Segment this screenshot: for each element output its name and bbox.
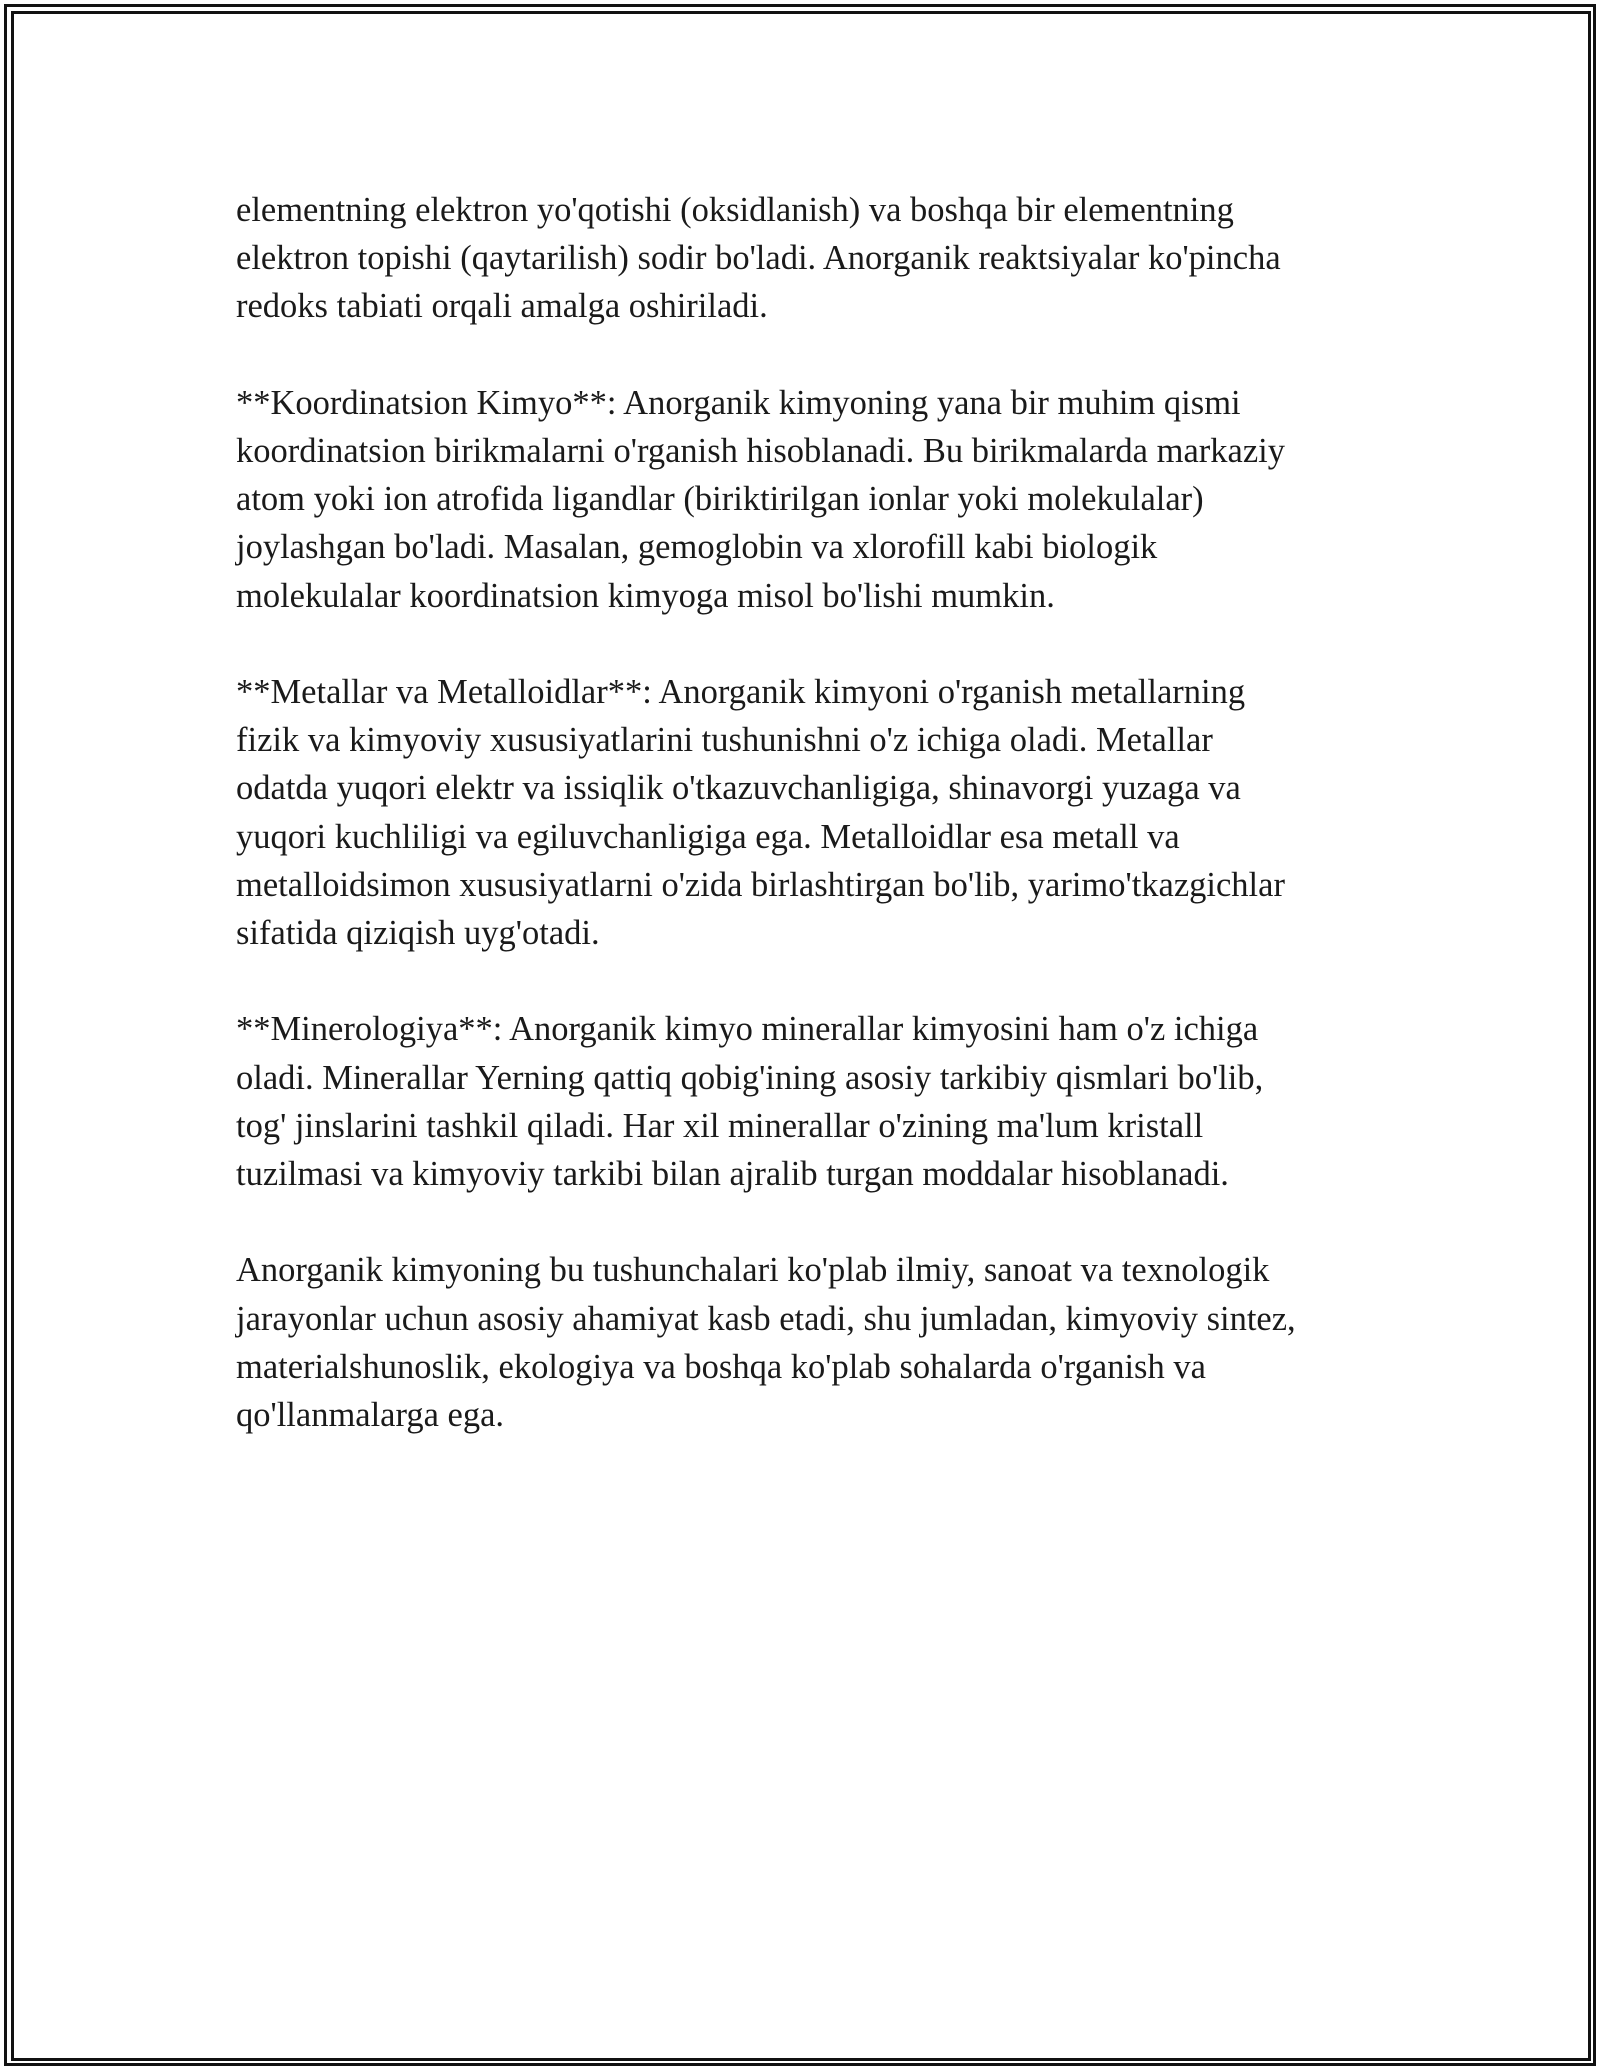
text-line: **Koordinatsion Kimyo**: Anorganik kimyoning yana bir muhim qismi <box>236 383 1241 422</box>
text-line: atom yoki ion atrofida ligandlar (biriktirilgan ionlar yoki molekulalar) <box>236 480 1204 519</box>
text-line: jarayonlar uchun asosiy ahamiyat kasb etadi, shu jumladan, kimyoviy sintez, <box>236 1299 1296 1338</box>
paragraph-redox-continuation <box>236 186 1416 331</box>
document-body <box>236 186 1416 1439</box>
text-line: redoks tabiati orqali amalga oshiriladi. <box>236 287 768 326</box>
text-line: **Metallar va Metalloidlar**: Anorganik kimyoni o'rganish metallarning <box>236 673 1246 711</box>
text-line: elektron topishi (qaytarilish) sodir bo'ladi. Anorganik reaktsiyalar ko'pincha <box>236 239 1281 278</box>
text-line: qo'llanmalarga ega. <box>236 1396 505 1435</box>
paragraph-spacer <box>236 1198 1416 1246</box>
paragraph-mineralogy <box>236 1005 1416 1198</box>
text-line: tuzilmasi va kimyoviy tarkibi bilan ajralib turgan moddalar hisoblanadi. <box>236 1155 1229 1194</box>
text-line: koordinatsion birikmalarni o'rganish hisoblanadi. Bu birikmalarda markaziy <box>236 432 1285 470</box>
paragraph-spacer <box>236 331 1416 379</box>
text-line: Anorganik kimyoning bu tushunchalari ko'plab ilmiy, sanoat va texnologik <box>236 1251 1270 1290</box>
text-line: tog' jinslarini tashkil qiladi. Har xil minerallar o'zining ma'lum kristall <box>236 1106 1204 1145</box>
text-line: materialshunoslik, ekologiya va boshqa ko'plab sohalarda o'rganish va <box>236 1347 1206 1386</box>
text-line: **Minerologiya**: Anorganik kimyo minerallar kimyosini ham o'z ichiga <box>236 1010 1259 1049</box>
text-line: molekulalar koordinatsion kimyoga misol bo'lishi mumkin. <box>236 576 1055 615</box>
paragraph-spacer <box>236 957 1416 1005</box>
paragraph-coordination-chemistry <box>236 379 1416 620</box>
paragraph-metals-metalloids <box>236 668 1416 957</box>
text-line: metalloidsimon xususiyatlarni o'zida birlashtirgan bo'lib, yarimo'tkazgichlar <box>236 865 1285 904</box>
text-line: elementning elektron yo'qotishi (oksidlanish) va boshqa bir elementning <box>236 191 1234 229</box>
text-line: odatda yuqori elektr va issiqlik o'tkazuvchanligiga, shinavorgi yuzaga va <box>236 769 1241 808</box>
text-line: yuqori kuchliligi va egiluvchanligiga ega. Metalloidlar esa metall va <box>236 817 1180 856</box>
paragraph-conclusion <box>236 1246 1416 1439</box>
text-line: oladi. Minerallar Yerning qattiq qobig'ining asosiy tarkibiy qismlari bo'lib, <box>236 1058 1264 1097</box>
text-line: fizik va kimyoviy xususiyatlarini tushunishni o'z ichiga oladi. Metallar <box>236 721 1213 760</box>
paragraph-spacer <box>236 620 1416 668</box>
text-line: joylashgan bo'ladi. Masalan, gemoglobin va xlorofill kabi biologik <box>236 528 1158 567</box>
text-line: sifatida qiziqish uyg'otadi. <box>236 914 600 953</box>
